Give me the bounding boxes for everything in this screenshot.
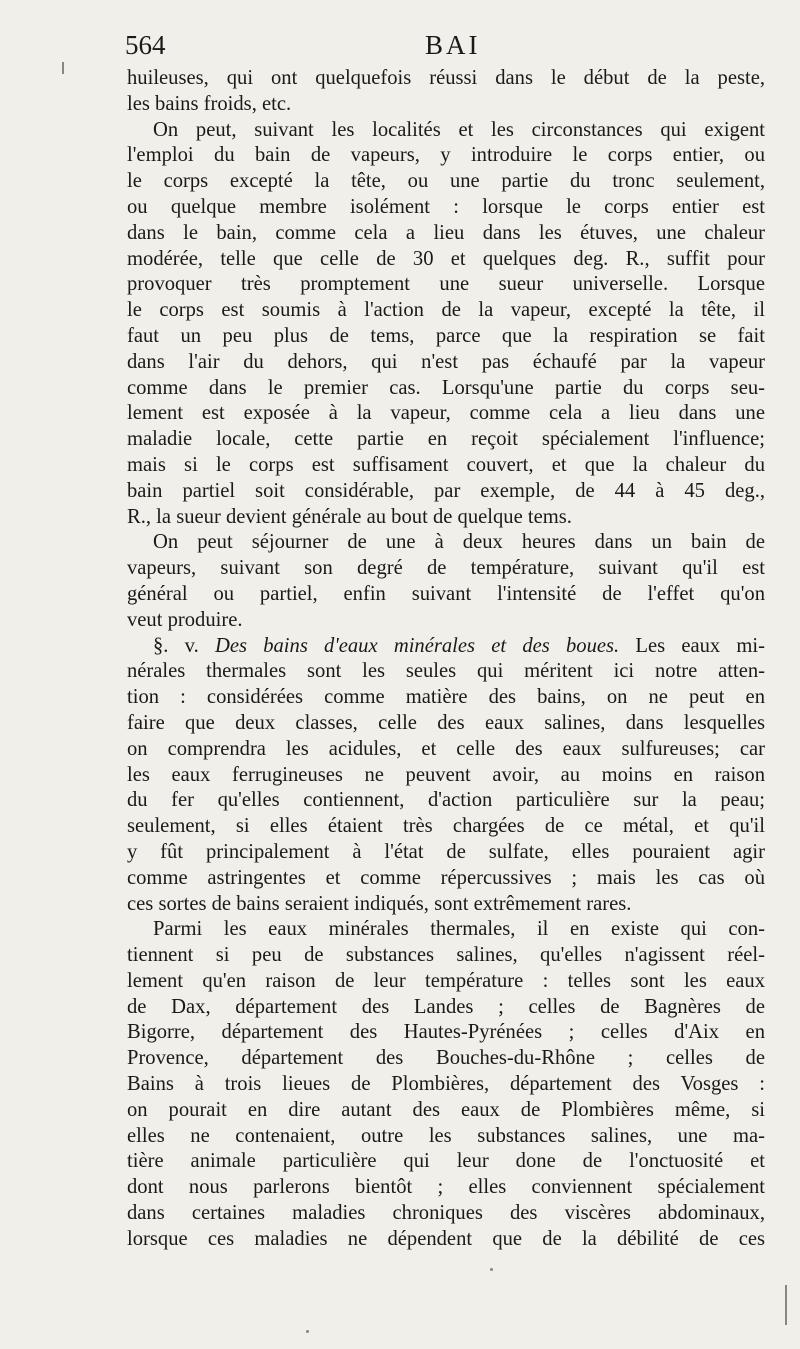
text-line: nérales thermales sont les seules qui méritent ici notre atten- [127, 660, 765, 683]
text-line: lement qu'en raison de leur température : telles sont les eaux [127, 969, 765, 992]
page-header [125, 30, 765, 64]
text-line: le corps excepté la tête, ou une partie du tronc seulement, [127, 170, 765, 193]
text-line: bain partiel soit considérable, par exemple, de 44 à 45 deg., [127, 479, 765, 502]
text-line: elles ne contenaient, outre les substances salines, une ma- [127, 1124, 765, 1147]
text-line: seulement, si elles étaient très chargées de ce métal, et qu'il [127, 815, 765, 838]
text-line: lement est exposée à la vapeur, comme cela a lieu dans une [127, 402, 765, 425]
text-line: Parmi les eaux minérales thermales, il en existe qui con- [153, 918, 765, 941]
section-heading-line [127, 634, 765, 660]
text-line: maladie locale, cette partie en reçoit spécialement l'influence; [127, 428, 765, 451]
text-line: comme astringentes et comme répercussives ; mais les cas où [127, 866, 765, 889]
text-line: mais si le corps est suffisament couvert, et que la chaleur du [127, 453, 765, 476]
text-line: modérée, telle que celle de 30 et quelques deg. R., suffit pour [127, 247, 765, 270]
text-line: Bains à trois lieues de Plombières, département des Vosges : [127, 1073, 765, 1096]
text-line: tière animale particulière qui leur done de l'onctuosité et [127, 1150, 765, 1173]
text-line: l'emploi du bain de vapeurs, y introduire le corps entier, ou [127, 144, 765, 167]
text-line: tiennent si peu de substances salines, qu'elles n'agissent réel- [127, 944, 765, 967]
text-line: le corps est soumis à l'action de la vapeur, excepté la tête, il [127, 299, 765, 322]
text-line: provoquer très promptement une sueur universelle. Lorsque [127, 273, 765, 296]
text-line: dans certaines maladies chroniques des viscères abdominaux, [127, 1202, 765, 1225]
text-line: lorsque ces maladies ne dépendent que de la débilité de ces [127, 1227, 765, 1250]
text-line: veut produire. [127, 608, 243, 631]
text-line: Bigorre, département des Hautes-Pyrénées ; celles d'Aix en [127, 1021, 765, 1044]
text-line: dans le bain, comme cela a lieu dans les étuves, une chaleur [127, 221, 765, 244]
text-line: comme dans le premier cas. Lorsqu'une partie du corps seu- [127, 376, 765, 399]
section-first-line-rest: Les eaux mi- [635, 634, 766, 657]
text-line: tion : considérées comme matière des bains, on ne peut en [127, 686, 765, 709]
text-line: vapeurs, suivant son degré de température, suivant qu'il est [127, 557, 765, 580]
text-line: on comprendra les acidules, et celle des eaux sulfureuses; car [127, 737, 765, 760]
text-line: y fût principalement à l'état de sulfate, elles pouraient agir [127, 840, 765, 863]
text-line: faut un peu plus de tems, parce que la respiration se fait [127, 324, 765, 347]
text-line: On peut séjourner de une à deux heures dans un bain de [153, 531, 765, 554]
text-line: général ou partiel, enfin suivant l'intensité de l'effet qu'on [127, 582, 765, 605]
scan-speck [490, 1268, 493, 1271]
text-line: de Dax, département des Landes ; celles de Bagnères de [127, 995, 765, 1018]
body-text [127, 66, 765, 1253]
scan-speck [306, 1330, 309, 1333]
text-line: faire que deux classes, celle des eaux salines, dans lesquelles [127, 711, 765, 734]
text-line: Provence, département des Bouches-du-Rhône ; celles de [127, 1047, 765, 1070]
text-line: dans l'air du dehors, qui n'est pas échaufé par la vapeur [127, 350, 765, 373]
scan-speck [62, 62, 64, 74]
text-line: ou quelque membre isolément : lorsque le corps entier est [127, 195, 765, 218]
text-line: on pourait en dire autant des eaux de Plombières même, si [127, 1098, 765, 1121]
scan-speck [785, 1285, 787, 1325]
text-line: On peut, suivant les localités et les circonstances qui exigent [153, 118, 765, 141]
section-title: Des bains d'eaux minérales et des boues. [214, 634, 620, 657]
page-number: 564 [125, 30, 166, 60]
section-mark: §. v. [153, 634, 199, 657]
text-line: dont nous parlerons bientôt ; elles conviennent spécialement [127, 1176, 765, 1199]
text-line: huileuses, qui ont quelquefois réussi dans le début de la peste, [127, 67, 765, 89]
text-line: ces sortes de bains seraient indiqués, sont extrêmement rares. [127, 892, 632, 915]
running-head: BAI [425, 30, 481, 60]
text-line: les bains froids, etc. [127, 92, 292, 115]
text-line: les eaux ferrugineuses ne peuvent avoir, au moins en raison [127, 763, 765, 786]
text-line: R., la sueur devient générale au bout de quelque tems. [127, 505, 572, 528]
text-line: du fer qu'elles contiennent, d'action particulière sur la peau; [127, 789, 765, 812]
